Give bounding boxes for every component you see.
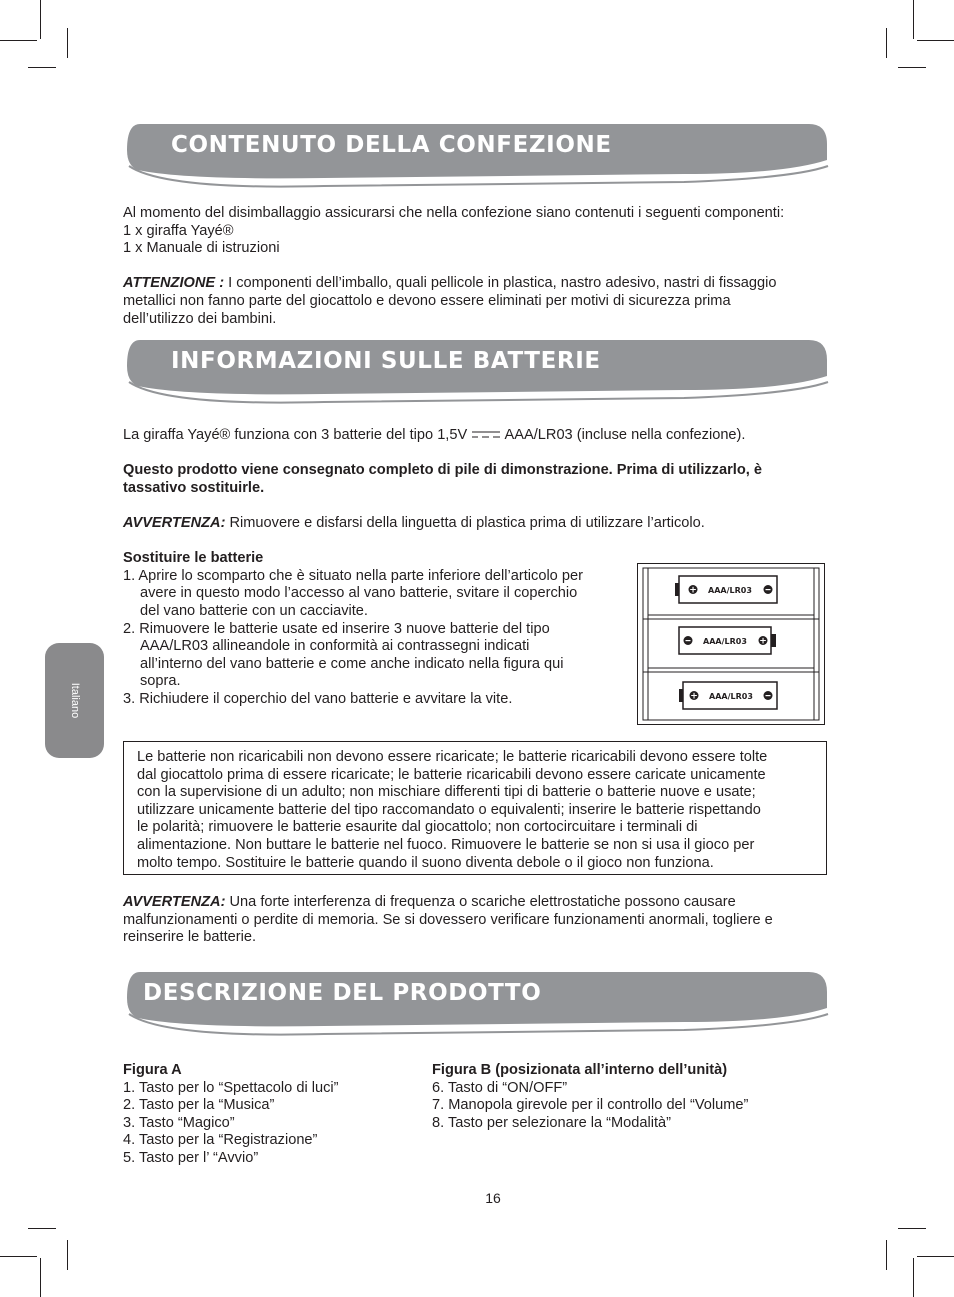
language-label: Italiano (69, 682, 81, 719)
safety-line: con la supervisione di un adulto; non mischiare differenti tipi di batterie o batterie nuove e usate; (137, 784, 756, 801)
crop-mark (886, 1240, 887, 1270)
section-header-description (124, 970, 830, 1050)
crop-mark (898, 67, 926, 68)
safety-line: Le batterie non ricaricabili non devono essere ricaricate; le batterie ricaricabili devono essere tolte (137, 749, 768, 765)
step-line: 1. Aprire lo scomparto che è situato nella parte inferiore dell’articolo per (123, 567, 583, 584)
list-item: 7. Manopola girevole per il controllo del “Volume” (432, 1097, 749, 1114)
section-header-contents (124, 122, 830, 202)
caution-text: dell’utilizzo dei bambini. (123, 310, 277, 327)
battery-2 (679, 627, 776, 654)
crop-mark (886, 28, 887, 58)
safety-line: molto tempo. Sostituire le batterie quando il suono diventa debole o il gioco non funziona. (137, 854, 714, 871)
crop-mark (0, 40, 37, 41)
crop-mark (40, 1258, 41, 1297)
dc-symbol-icon (471, 430, 501, 440)
crop-mark (40, 0, 41, 39)
battery-label: AAA/LR03 (709, 692, 753, 701)
figure-b-heading: Figura B (posizionata all’interno dell’unità) (432, 1062, 728, 1078)
figure-b-list (432, 1062, 748, 1132)
list-item: 4. Tasto per la “Registrazione” (123, 1132, 318, 1149)
battery-label: AAA/LR03 (708, 586, 752, 595)
list-item: 8. Tasto per selezionare la “Modalità” (432, 1114, 672, 1131)
section-title: DESCRIZIONE DEL PRODOTTO (143, 980, 542, 1006)
figure-a-heading: Figura A (123, 1062, 182, 1078)
contents-text (123, 205, 784, 328)
list-item: 1. Tasto per lo “Spettacolo di luci” (123, 1079, 339, 1096)
safety-text (137, 749, 767, 872)
svg-text:+: + (689, 585, 697, 596)
crop-mark (28, 67, 56, 68)
crop-mark (0, 1256, 37, 1257)
warning-text: reinserire le batterie. (123, 929, 257, 946)
section-title: CONTENUTO DELLA CONFEZIONE (171, 132, 612, 158)
safety-line: utilizzare unicamente batterie del tipo raccomandato o equivalenti; inserire le batterie rispettando (137, 801, 761, 818)
warning-label: AVVERTENZA: (123, 894, 226, 910)
crop-mark (898, 1228, 926, 1229)
demo-notice: tassativo sostituirle. (123, 479, 265, 496)
list-item: 5. Tasto per l’ “Avvio” (123, 1149, 259, 1166)
warning-text: Una forte interferenza di frequenza o scariche elettrostatiche possono causare (225, 894, 736, 910)
step-line: 3. Richiudere il coperchio del vano batterie e avvitare la vite. (123, 690, 513, 707)
list-item: 1 x giraffa Yayé® (123, 222, 234, 239)
safety-line: dal giocattolo prima di essere ricaricate; le batterie ricaricabili devono essere caricate unicamente (137, 766, 766, 783)
battery-1 (675, 576, 777, 603)
caution-text: I componenti dell’imballo, quali pellicole in plastica, nastro adesivo, nastri di fissaggio (224, 275, 777, 292)
crop-mark (28, 1228, 56, 1229)
caution-label: ATTENZIONE : (123, 275, 225, 292)
battery-type-text: AAA/LR03 (incluse nella confezione). (501, 427, 746, 443)
warning-label: AVVERTENZA: (123, 514, 226, 531)
step-line: AAA/LR03 allineandole in conformità ai contrassegni indicati (140, 638, 530, 655)
list-item: 2. Tasto per la “Musica” (123, 1097, 275, 1114)
page-number: 16 (485, 1190, 501, 1206)
warning-text: Rimuovere e disfarsi della linguetta di plastica prima di utilizzare l’articolo. (225, 514, 705, 531)
svg-text:+: + (690, 691, 698, 702)
section-title: INFORMAZIONI SULLE BATTERIE (171, 348, 601, 374)
figure-a-list (123, 1062, 339, 1168)
svg-text:+: + (759, 636, 767, 647)
battery-safety-box (123, 741, 827, 875)
crop-mark (917, 40, 954, 41)
crop-mark (67, 1240, 68, 1270)
warning-text: malfunzionamenti o perdite di memoria. Se si dovessero verificare funzionamenti anormali, togliere e (123, 911, 773, 928)
language-side-tab (45, 643, 104, 758)
demo-notice: Questo prodotto viene consegnato completo di pile di dimonstrazione. Prima di utilizzarlo, è (123, 462, 762, 479)
step-line: sopra. (140, 673, 181, 690)
battery-3 (679, 682, 777, 709)
crop-mark (913, 0, 914, 39)
replace-heading: Sostituire le batterie (123, 550, 264, 567)
caution-text: metallici non fanno parte del giocattolo e devono essere eliminati per motivi di sicurezza prima (123, 292, 731, 309)
battery-compartment-figure (637, 563, 825, 730)
step-line: del vano batterie con un cacciavite. (140, 602, 368, 619)
list-item: 1 x Manuale di istruzioni (123, 240, 280, 257)
crop-mark (917, 1256, 954, 1257)
battery-label: AAA/LR03 (703, 637, 747, 646)
crop-mark (67, 28, 68, 58)
battery-type-text: La giraffa Yayé® funziona con 3 batterie del tipo 1,5V (123, 427, 472, 443)
list-item: 3. Tasto “Magico” (123, 1114, 235, 1131)
list-item: 6. Tasto di “ON/OFF” (432, 1079, 568, 1096)
step-line: all’interno del vano batterie e come anche indicato nella figura qui (140, 655, 564, 672)
crop-mark (913, 1258, 914, 1297)
step-line: avere in questo modo l’accesso al vano batterie, svitare il coperchio (140, 585, 578, 602)
safety-line: alimentazione. Non buttare le batterie nel fuoco. Rimuovere le batterie se non si usa il gioco per (137, 836, 755, 853)
safety-line: le polarità; rimuovere le batterie esaurite dal giocattolo; non cortocircuitare i terminali di (137, 819, 698, 836)
interference-warning (123, 894, 773, 947)
section-header-batteries (124, 338, 830, 418)
contents-intro: Al momento del disimballaggio assicurarsi che nella confezione siano contenuti i seguenti componenti: (123, 205, 785, 221)
step-line: 2. Rimuovere le batterie usate ed inserire 3 nuove batterie del tipo (123, 620, 550, 637)
